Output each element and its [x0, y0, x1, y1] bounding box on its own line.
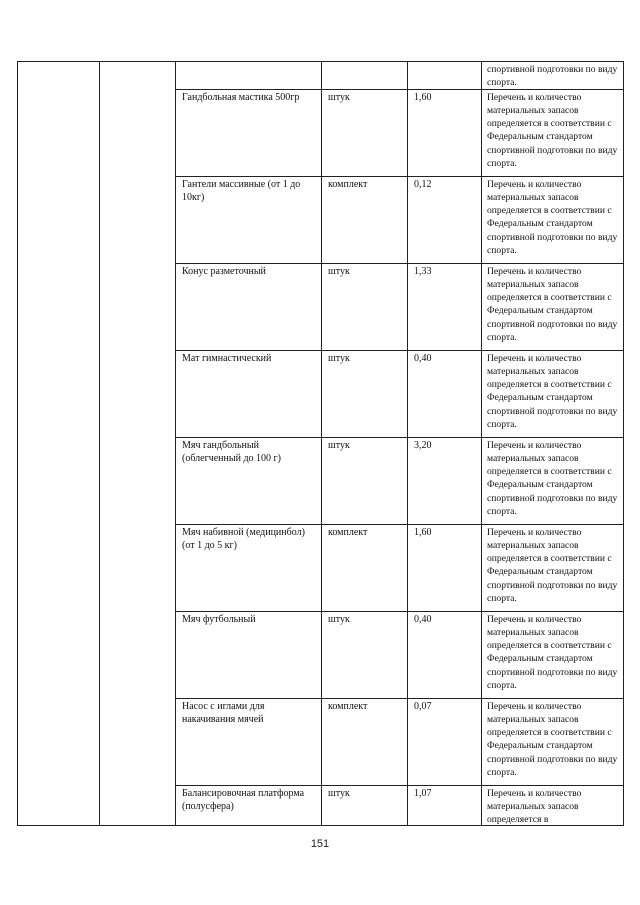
item-qty-cell: 1,33 — [408, 264, 482, 351]
item-qty-cell: 0,07 — [408, 699, 482, 786]
item-name-cell: Мяч гандбольный (облегченный до 100 г) — [176, 438, 322, 525]
item-note-cell: Перечень и количество материальных запасов определяется в соответствии с Федеральным стандартом спортивной подготовки по виду спорта. — [482, 177, 624, 264]
item-qty-cell: 1,60 — [408, 90, 482, 177]
item-unit-cell: штук — [322, 786, 408, 826]
item-note-cell: Перечень и количество материальных запасов определяется в соответствии с Федеральным стандартом спортивной подготовки по виду спорта. — [482, 90, 624, 177]
item-unit-cell: штук — [322, 612, 408, 699]
page-number: 151 — [310, 838, 330, 850]
item-note-cell: спортивной подготовки по виду спорта. — [482, 62, 624, 90]
item-name-cell: Мяч набивной (медицинбол) (от 1 до 5 кг) — [176, 525, 322, 612]
item-unit-cell: штук — [322, 438, 408, 525]
item-name-cell: Мат гимнастический — [176, 351, 322, 438]
item-note-cell: Перечень и количество материальных запасов определяется в соответствии с Федеральным стандартом спортивной подготовки по виду спорта. — [482, 438, 624, 525]
item-note-cell: Перечень и количество материальных запасов определяется в соответствии с Федеральным стандартом спортивной подготовки по виду спорта. — [482, 612, 624, 699]
item-name-cell: Мяч футбольный — [176, 612, 322, 699]
item-name-cell: Балансировочная платформа (полусфера) — [176, 786, 322, 826]
item-unit-cell: комплект — [322, 699, 408, 786]
item-qty-cell: 3,20 — [408, 438, 482, 525]
item-unit-cell: штук — [322, 90, 408, 177]
item-unit-cell: комплект — [322, 525, 408, 612]
item-note-text: Перечень и количество материальных запасов определяется в — [487, 788, 582, 826]
item-note-cell: Перечень и количество материальных запасов определяется в соответствии с Федеральным стандартом спортивной подготовки по виду спорта. — [482, 699, 624, 786]
item-qty-cell: 0,12 — [408, 177, 482, 264]
item-unit-cell: штук — [322, 264, 408, 351]
item-note-cell: Перечень и количество материальных запасов определяется в соответствии с Федеральным стандартом спортивной подготовки по виду спорта. — [482, 351, 624, 438]
item-name-cell: Гандбольная мастика 500гр — [176, 90, 322, 177]
item-qty-cell — [408, 62, 482, 90]
item-note-cell: Перечень и количество материальных запасов определяется в соответствии с Федеральным стандартом спортивной подготовки по виду спорта. — [482, 525, 624, 612]
item-note-cell: Перечень и количество материальных запасов определяется в соответствии с Федеральным стандартом спортивной подготовки по виду спорта. — [482, 264, 624, 351]
merged-cell-col1 — [18, 62, 100, 826]
item-note-cell — [482, 786, 624, 826]
item-qty-cell: 0,40 — [408, 351, 482, 438]
equipment-table — [17, 61, 624, 826]
item-name-cell: Конус разметочный — [176, 264, 322, 351]
item-unit-cell — [322, 62, 408, 90]
item-unit-cell: штук — [322, 351, 408, 438]
item-qty-cell: 0,40 — [408, 612, 482, 699]
item-name-cell: Гантели массивные (от 1 до 10кг) — [176, 177, 322, 264]
table-row — [18, 62, 624, 90]
merged-cell-col2 — [100, 62, 176, 826]
item-name-cell — [176, 62, 322, 90]
item-name-cell: Насос с иглами для накачивания мячей — [176, 699, 322, 786]
item-qty-cell: 1,60 — [408, 525, 482, 612]
item-unit-cell: комплект — [322, 177, 408, 264]
item-qty-cell: 1,07 — [408, 786, 482, 826]
